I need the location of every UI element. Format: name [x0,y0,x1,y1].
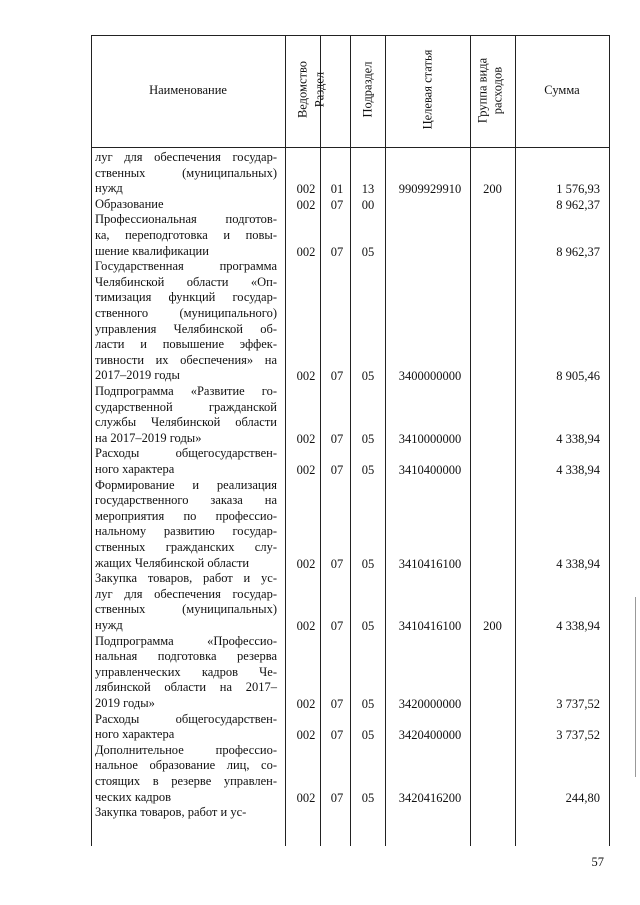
name-line: Профессиональная подготов- [95,212,277,227]
name-line: нальное образование лиц, со- [95,758,277,773]
name-line: Расходы общегосударствен- [95,446,277,461]
row-7-podrazdel: 05 [361,619,375,633]
name-line: управленческих кадров Че- [95,664,277,679]
header-name: Наименование [149,83,227,97]
row-5-name [95,446,277,477]
name-line: лябинской области на 2017– [95,680,277,695]
row-8-ved: 002 [296,697,316,711]
name-line: стоящих в резерве управлен- [95,773,277,788]
row-4-name [95,384,277,446]
row-8-celevaya: 3420000000 [398,697,462,711]
name-line: Челябинской области «Оп- [95,274,277,289]
row-9-summa: 3 737,52 [556,728,600,743]
row-7-name [95,571,277,633]
header-gruppa-line1: Группа вида [475,57,490,124]
row-0-ved: 002 [296,182,316,197]
page-number: 57 [591,855,604,869]
name-line: ственных гражданских слу- [95,539,277,554]
name-line: нальная подготовка резерва [95,649,277,664]
row-0-gruppa: 200 [483,182,502,197]
name-line: ческих кадров [95,789,172,804]
row-9-ved: 002 [296,728,316,743]
name-line: шение квалификации [95,243,209,258]
row-0-summa: 1 576,93 [556,182,600,197]
row-4-razdel: 07 [330,431,344,446]
row-3-name [95,259,277,384]
col-border-2 [320,35,321,846]
row-0-podrazdel: 13 [361,182,375,197]
name-line: государственного заказа на [95,493,277,508]
name-line: ственного (муниципального) [95,305,277,320]
row-10-name [95,743,277,805]
row-0-celevaya: 9909929910 [398,182,462,197]
row-6-razdel: 07 [330,556,344,571]
name-line: луг для обеспечения государ- [95,150,277,164]
name-line: Подпрограмма «Развитие го- [95,384,277,398]
name-line: нальному развитию государ- [95,524,277,539]
row-2-name [95,212,277,259]
name-line: жащих Челябинской области [95,555,250,570]
row-8-podrazdel: 05 [361,697,375,711]
name-line: Расходы общегосударствен- [95,711,277,726]
header-gruppa-line2: расходов [490,66,505,115]
name-line: Формирование и реализация [95,477,277,492]
row-10-podrazdel: 05 [361,790,375,805]
row-4-ved: 002 [296,431,316,446]
name-line: ласти и повышение эффек- [95,337,277,352]
row-1-name [95,197,277,213]
row-7-razdel: 07 [330,619,344,633]
row-2-podrazdel: 05 [361,244,375,259]
row-1-podrazdel: 00 [361,197,375,212]
col-border-right [609,35,610,846]
row-1-summa: 8 962,37 [556,197,600,212]
row-2-ved: 002 [296,244,316,259]
header-summa: Сумма [544,83,580,97]
row-5-podrazdel: 05 [361,463,375,477]
row-3-celevaya: 3400000000 [398,369,462,384]
row-5-celevaya: 3410400000 [398,463,462,477]
col-border-5 [470,35,471,846]
name-line: луг для обеспечения государ- [95,586,277,601]
name-line: на 2017–2019 годы» [95,430,202,445]
col-border-1 [285,35,286,846]
row-5-summa: 4 338,94 [556,463,600,477]
row-10-ved: 002 [296,790,316,805]
name-line: ного характера [95,461,175,476]
name-line: Закупка товаров, работ и ус- [95,571,277,586]
row-10-razdel: 07 [330,790,344,805]
name-line: ка, переподготовка и повы- [95,227,277,242]
name-line: мероприятия по профессио- [95,508,277,523]
row-11-name [95,805,277,821]
row-0-razdel: 01 [330,182,344,197]
row-6-summa: 4 338,94 [556,556,600,571]
header-celevaya: Целевая статья [420,49,435,130]
scan-edge-mark [635,597,636,777]
row-1-ved: 002 [296,197,316,212]
name-line: ственных (муниципальных) [95,165,277,180]
row-2-summa: 8 962,37 [556,244,600,259]
row-3-summa: 8 905,46 [556,369,600,384]
name-line: ного характера [95,727,175,742]
header-razdel: Раздел [312,71,327,108]
name-line: Образование [95,196,164,211]
row-0-name [95,150,277,197]
row-7-ved: 002 [296,619,316,633]
row-9-celevaya: 3420400000 [398,728,462,743]
name-line: Закупка товаров, работ и ус- [95,805,247,820]
row-4-podrazdel: 05 [361,431,375,446]
row-5-razdel: 07 [330,463,344,477]
header-vedomstvo: Ведомство [295,60,310,119]
row-4-summa: 4 338,94 [556,431,600,446]
name-line: сударственной гражданской [95,399,277,414]
row-10-summa: 244,80 [565,790,600,805]
col-border-6 [515,35,516,846]
header-podrazdel: Подраздел [360,61,375,118]
row-6-ved: 002 [296,556,316,571]
row-8-razdel: 07 [330,697,344,711]
name-line: нужд [95,181,123,196]
name-line: тивности их обеспечения» на [95,352,277,367]
row-9-name [95,712,277,743]
row-2-razdel: 07 [330,244,344,259]
row-6-celevaya: 3410416100 [398,556,462,571]
row-1-razdel: 07 [330,197,344,212]
row-5-ved: 002 [296,463,316,477]
row-3-ved: 002 [296,369,316,384]
row-3-podrazdel: 05 [361,369,375,384]
name-line: ственных (муниципальных) [95,602,277,617]
col-border-4 [385,35,386,846]
row-10-celevaya: 3420416200 [398,790,462,805]
row-6-name [95,478,277,572]
row-6-podrazdel: 05 [361,556,375,571]
row-7-celevaya: 3410416100 [398,619,462,633]
row-9-podrazdel: 05 [361,728,375,743]
row-8-name [95,634,277,712]
name-line: 2017–2019 годы [95,368,180,383]
row-7-summa: 4 338,94 [556,619,600,633]
row-8-summa: 3 737,52 [556,697,600,711]
col-border-left [91,35,92,846]
name-line: Подпрограмма «Профессио- [95,633,277,648]
name-line: управления Челябинской об- [95,321,277,336]
name-line: нужд [95,617,123,632]
name-line: Дополнительное профессио- [95,742,277,757]
row-9-razdel: 07 [330,728,344,743]
name-line: Государственная программа [95,259,277,274]
name-line: службы Челябинской области [95,415,277,430]
name-line: 2019 годы» [95,695,155,710]
row-7-gruppa: 200 [483,619,502,633]
col-border-3 [350,35,351,846]
row-3-razdel: 07 [330,369,344,384]
name-line: тимизация функций государ- [95,290,277,305]
row-4-celevaya: 3410000000 [398,431,462,446]
